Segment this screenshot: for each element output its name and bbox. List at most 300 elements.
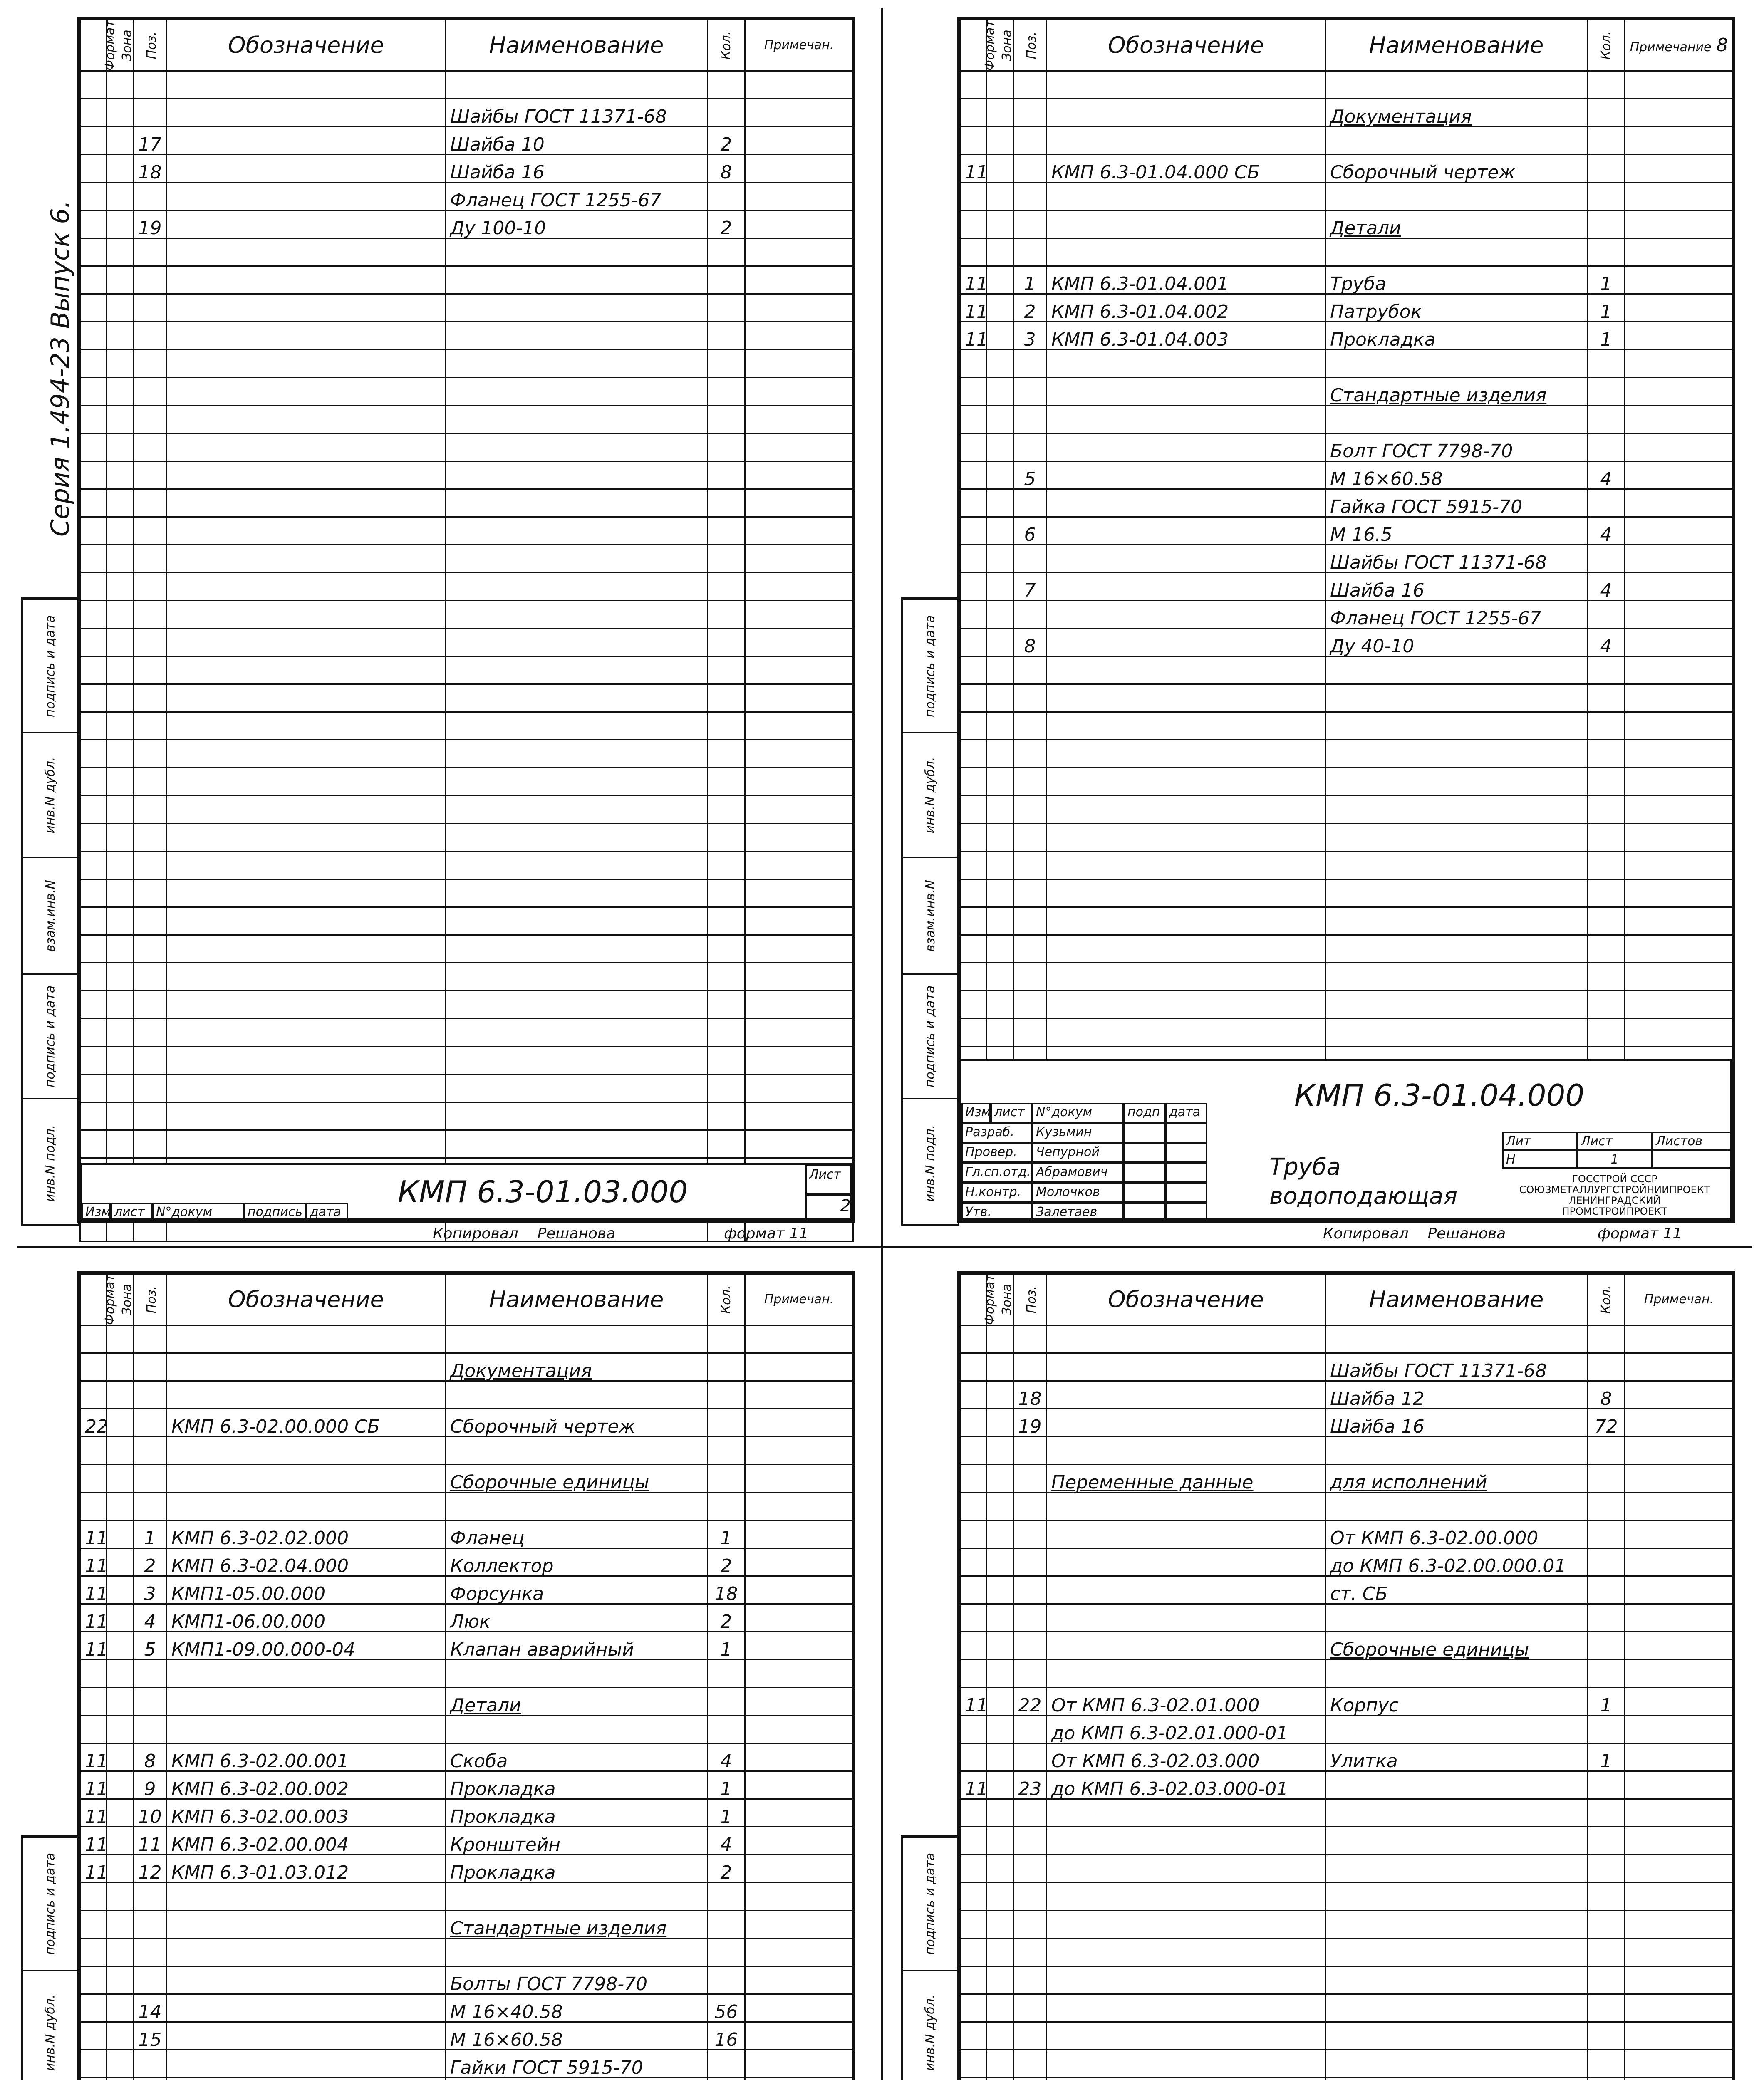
- zone-cell: [107, 1994, 134, 2022]
- qty-cell: [1588, 183, 1625, 210]
- qty-cell: [1588, 71, 1625, 99]
- name-cell-text: Шайба 16: [1330, 1416, 1425, 1437]
- pos-cell: [1013, 1855, 1047, 1883]
- designation-cell: [1047, 601, 1325, 629]
- table-row: [960, 1939, 1733, 1966]
- note-cell: [1625, 796, 1733, 824]
- name-cell-text: ст. СБ: [1330, 1583, 1388, 1605]
- format-cell: [80, 378, 107, 406]
- header-designation: [167, 20, 446, 71]
- name-cell-text: Сборочный чертеж: [1330, 162, 1516, 183]
- designation-cell: [167, 1520, 446, 1548]
- name-cell: [446, 1688, 708, 1716]
- format-cell: [80, 1688, 107, 1716]
- note-cell: [1625, 1493, 1733, 1520]
- table-row: [80, 1771, 853, 1799]
- designation-cell: [1047, 183, 1325, 210]
- format-cell: [80, 322, 107, 350]
- format-cell: [960, 461, 987, 489]
- designation-cell-text: КМП 6.3-01.04.002: [1051, 301, 1229, 322]
- designation-cell: [1047, 1465, 1325, 1493]
- table-row: [960, 2078, 1733, 2080]
- pos-cell-text: 8: [144, 1751, 156, 1772]
- format-cell: [80, 740, 107, 768]
- format-cell-text: 11: [85, 1611, 108, 1632]
- designation-cell-text: От КМП 6.3-02.01.000: [1051, 1695, 1260, 1716]
- designation-cell: [167, 210, 446, 238]
- table-row: [960, 768, 1733, 796]
- designation-cell: [1047, 656, 1325, 684]
- qty-cell: [1588, 155, 1625, 183]
- qty-cell: [708, 238, 745, 266]
- note-cell: [1625, 1771, 1733, 1799]
- format-cell: [960, 1883, 987, 1911]
- table-row: [80, 1493, 853, 1520]
- designation-cell: [1047, 1019, 1325, 1047]
- pos-cell: [1013, 963, 1047, 991]
- tb-lit-value: Н: [1502, 1150, 1577, 1169]
- header-qty: [1588, 1274, 1625, 1325]
- side-cell: инв.N подл.: [903, 1098, 958, 1227]
- note-cell: [745, 1688, 853, 1716]
- qty-cell: [1588, 127, 1625, 155]
- designation-cell: [167, 2022, 446, 2050]
- format-cell: [960, 1994, 987, 2022]
- zone-cell: [107, 1075, 134, 1102]
- name-cell-text: Гайка ГОСТ 5915-70: [1330, 496, 1523, 518]
- pos-cell: [1013, 350, 1047, 378]
- pos-cell: [1013, 2078, 1047, 2080]
- table-row: [80, 796, 853, 824]
- designation-cell: [167, 629, 446, 656]
- tb-signature: [1124, 1123, 1165, 1143]
- format-cell: [960, 294, 987, 322]
- designation-cell: [167, 1381, 446, 1409]
- pos-cell: [134, 1939, 167, 1966]
- header-note-extra: 8: [1716, 35, 1728, 56]
- format-cell: [960, 740, 987, 768]
- name-cell: [446, 1771, 708, 1799]
- name-cell: [446, 963, 708, 991]
- pos-cell-text: 3: [1024, 329, 1036, 350]
- name-cell: [446, 601, 708, 629]
- zone-cell: [987, 266, 1013, 294]
- name-cell: [446, 1883, 708, 1911]
- note-cell: [745, 378, 853, 406]
- name-cell-text: Болты ГОСТ 7798-70: [450, 1974, 648, 1995]
- name-cell: [446, 1994, 708, 2022]
- pos-cell: [134, 740, 167, 768]
- table-row: [80, 433, 853, 461]
- name-cell-text: Детали: [1330, 218, 1401, 239]
- name-cell: [1325, 517, 1588, 545]
- name-cell: [446, 1939, 708, 1966]
- pos-cell: [134, 1520, 167, 1548]
- zone-cell: [987, 1939, 1013, 1966]
- pos-cell-text: 18: [138, 162, 162, 183]
- name-cell: [1325, 1381, 1588, 1409]
- format-cell: [960, 1520, 987, 1548]
- name-cell: [446, 1381, 708, 1409]
- designation-cell: [1047, 1716, 1325, 1743]
- pos-cell: [134, 127, 167, 155]
- qty-cell: [708, 1325, 745, 1353]
- qty-cell: [1588, 1325, 1625, 1353]
- name-cell: [446, 294, 708, 322]
- pos-cell-text: 22: [1018, 1695, 1042, 1716]
- table-row: [960, 489, 1733, 517]
- table-row: [960, 1660, 1733, 1688]
- note-cell: [745, 629, 853, 656]
- designation-cell: [167, 1102, 446, 1130]
- qty-cell: [1588, 1493, 1625, 1520]
- pos-cell: [134, 545, 167, 573]
- note-cell: [1625, 824, 1733, 852]
- pos-cell: [134, 824, 167, 852]
- qty-cell: [1588, 517, 1625, 545]
- header-zone-text: Зона: [999, 1284, 1014, 1315]
- note-cell: [745, 852, 853, 879]
- format-cell: [80, 1966, 107, 1994]
- qty-cell: [708, 1576, 745, 1604]
- format-cell: [960, 99, 987, 127]
- pos-cell: [134, 406, 167, 433]
- sheet-2-copied: Копировал Решанова: [1323, 1225, 1506, 1242]
- table-row: [80, 1827, 853, 1855]
- qty-cell-text: 1: [1600, 273, 1612, 295]
- tb-signature: [1124, 1143, 1165, 1163]
- qty-cell: [708, 935, 745, 963]
- name-cell-text: От КМП 6.3-02.00.000: [1330, 1528, 1539, 1549]
- table-row: [80, 1353, 853, 1381]
- note-cell: [1625, 629, 1733, 656]
- pos-cell: [134, 1688, 167, 1716]
- designation-cell-text: КМП1-09.00.000-04: [171, 1639, 355, 1660]
- qty-cell: [708, 1493, 745, 1520]
- qty-cell: [708, 1994, 745, 2022]
- note-cell: [1625, 99, 1733, 127]
- format-cell: [80, 1325, 107, 1353]
- zone-cell: [107, 1576, 134, 1604]
- header-name-text: Наименование: [489, 32, 664, 58]
- note-cell: [745, 489, 853, 517]
- note-cell: [1625, 1939, 1733, 1966]
- qty-cell-text: 4: [1600, 524, 1612, 545]
- qty-cell-text: 1: [1600, 1695, 1612, 1716]
- tb-date: [1165, 1183, 1207, 1203]
- format-cell-text: 11: [965, 273, 988, 295]
- table-row: [80, 1437, 853, 1465]
- note-cell: [745, 1994, 853, 2022]
- qty-cell-text: 2: [720, 218, 732, 239]
- header-name-text: Наименование: [1369, 32, 1544, 58]
- qty-cell-text: 2: [720, 1611, 732, 1632]
- header-designation: [167, 1274, 446, 1325]
- qty-cell: [708, 1743, 745, 1771]
- table-row: [960, 1799, 1733, 1827]
- table-row: [960, 433, 1733, 461]
- table-row: [80, 1604, 853, 1632]
- name-cell: [1325, 2050, 1588, 2078]
- table-row: [80, 1019, 853, 1047]
- pos-cell-text: 23: [1018, 1778, 1042, 1800]
- pos-cell: [1013, 712, 1047, 740]
- pos-cell: [134, 517, 167, 545]
- qty-cell-text: 2: [720, 134, 732, 155]
- name-cell-text: Шайба 16: [450, 162, 545, 183]
- qty-cell-text: 4: [720, 1751, 732, 1772]
- pos-cell: [1013, 1325, 1047, 1353]
- header-format: [960, 20, 997, 71]
- zone-cell: [987, 1465, 1013, 1493]
- zone-cell: [107, 71, 134, 99]
- pos-cell: [134, 1465, 167, 1493]
- name-cell: [1325, 461, 1588, 489]
- format-cell: [960, 796, 987, 824]
- note-cell: [745, 768, 853, 796]
- designation-cell: [1047, 963, 1325, 991]
- header-qty-text: Кол.: [1599, 31, 1614, 60]
- zone-cell: [107, 1743, 134, 1771]
- designation-cell: [167, 1353, 446, 1381]
- note-cell: [1625, 1465, 1733, 1493]
- name-cell: [1325, 155, 1588, 183]
- pos-cell: [134, 1911, 167, 1939]
- format-cell: [960, 768, 987, 796]
- format-cell: [80, 852, 107, 879]
- qty-cell: [708, 1047, 745, 1075]
- zone-cell: [107, 963, 134, 991]
- qty-cell-text: 4: [1600, 580, 1612, 601]
- table-row: [960, 1019, 1733, 1047]
- designation-cell: [1047, 489, 1325, 517]
- designation-cell: [1047, 1381, 1325, 1409]
- name-cell: [446, 852, 708, 879]
- format-cell: [960, 517, 987, 545]
- table-row: [80, 573, 853, 601]
- name-cell-text: Коллектор: [450, 1555, 554, 1577]
- format-cell-text: 11: [85, 1555, 108, 1577]
- format-cell: [80, 238, 107, 266]
- pos-cell: [134, 1827, 167, 1855]
- qty-cell: [708, 824, 745, 852]
- note-cell: [745, 71, 853, 99]
- zone-cell: [107, 768, 134, 796]
- tb-lists-value: [1652, 1150, 1734, 1169]
- zone-cell: [107, 573, 134, 601]
- zone-cell: [987, 489, 1013, 517]
- qty-cell: [1588, 991, 1625, 1019]
- qty-cell-text: 1: [720, 1806, 732, 1827]
- note-cell: [1625, 1966, 1733, 1994]
- zone-cell: [107, 796, 134, 824]
- format-cell: [960, 1019, 987, 1047]
- designation-cell: [167, 935, 446, 963]
- table-row: [960, 183, 1733, 210]
- format-cell: [960, 1576, 987, 1604]
- format-cell: [960, 1493, 987, 1520]
- zone-cell: [987, 1353, 1013, 1381]
- zone-cell: [987, 879, 1013, 907]
- designation-cell: [167, 99, 446, 127]
- designation-cell: [167, 238, 446, 266]
- table-row: [80, 1548, 853, 1576]
- table-row: [960, 1688, 1733, 1716]
- header-note: [1625, 20, 1733, 71]
- name-cell: [1325, 1994, 1588, 2022]
- name-cell: [1325, 99, 1588, 127]
- table-row: [80, 1743, 853, 1771]
- format-cell-text: 11: [85, 1862, 108, 1883]
- table-row: [960, 127, 1733, 155]
- qty-cell-text: 4: [720, 1834, 732, 1855]
- qty-cell: [1588, 1409, 1625, 1437]
- zone-cell: [987, 1855, 1013, 1883]
- zone-cell: [107, 1604, 134, 1632]
- table-header-row: [960, 1274, 1733, 1325]
- name-cell-text: Прокладка: [450, 1862, 556, 1883]
- table-row: [80, 935, 853, 963]
- pos-cell-text: 8: [1024, 636, 1036, 657]
- designation-cell: [1047, 1632, 1325, 1660]
- designation-cell: [1047, 1353, 1325, 1381]
- format-cell: [80, 294, 107, 322]
- name-cell-text: Скоба: [450, 1751, 508, 1772]
- qty-cell: [708, 489, 745, 517]
- zone-cell: [107, 238, 134, 266]
- header-pos: [134, 1274, 167, 1325]
- qty-cell: [708, 406, 745, 433]
- qty-cell: [708, 1409, 745, 1437]
- designation-cell: [167, 127, 446, 155]
- note-cell: [1625, 1576, 1733, 1604]
- pos-cell: [134, 155, 167, 183]
- pos-cell-text: 5: [144, 1639, 156, 1660]
- qty-cell: [708, 155, 745, 183]
- pos-cell: [1013, 1743, 1047, 1771]
- name-cell-text: Шайбы ГОСТ 11371-68: [450, 106, 667, 127]
- format-cell: [80, 656, 107, 684]
- name-cell: [446, 1465, 708, 1493]
- sheet-1-side-stamp: [21, 597, 79, 1226]
- note-cell: [745, 350, 853, 378]
- pos-cell: [134, 768, 167, 796]
- format-cell: [960, 1939, 987, 1966]
- name-cell-text: Гайки ГОСТ 5915-70: [450, 2057, 643, 2078]
- designation-cell-text: КМП 6.3-01.04.000 СБ: [1051, 162, 1260, 183]
- table-row: [80, 489, 853, 517]
- tb-header-4: дата: [1165, 1103, 1207, 1123]
- tb-header-sign: подпись: [244, 1203, 306, 1223]
- zone-cell: [107, 740, 134, 768]
- designation-cell: [167, 879, 446, 907]
- table-row: [960, 712, 1733, 740]
- name-cell-text: для исполнений: [1330, 1472, 1487, 1493]
- table-header-row: [80, 1274, 853, 1325]
- note-cell: [1625, 879, 1733, 907]
- side-cell: взам.инв.N: [903, 857, 958, 973]
- name-cell: [446, 1325, 708, 1353]
- name-cell: [446, 991, 708, 1019]
- designation-cell: [1047, 71, 1325, 99]
- pos-cell: [134, 1437, 167, 1465]
- name-cell: [1325, 629, 1588, 656]
- pos-cell-text: 3: [144, 1583, 156, 1605]
- zone-cell: [987, 238, 1013, 266]
- table-row: [80, 183, 853, 210]
- table-row: [960, 1437, 1733, 1465]
- format-cell: [960, 963, 987, 991]
- pos-cell: [134, 1409, 167, 1437]
- table-row: [80, 461, 853, 489]
- table-row: [960, 740, 1733, 768]
- table-row: [960, 1325, 1733, 1353]
- zone-cell: [107, 1493, 134, 1520]
- zone-cell: [987, 796, 1013, 824]
- zone-cell: [987, 824, 1013, 852]
- sheet-3-spec-table: [79, 1273, 854, 2080]
- table-row: [80, 350, 853, 378]
- table-row: [80, 629, 853, 656]
- format-cell: [80, 2050, 107, 2078]
- name-cell-text: Детали: [450, 1695, 521, 1716]
- qty-cell-text: 1: [720, 1778, 732, 1800]
- table-row: [960, 406, 1733, 433]
- table-row: [960, 935, 1733, 963]
- pos-cell-text: 11: [138, 1834, 162, 1855]
- table-row: [80, 852, 853, 879]
- pos-cell: [1013, 322, 1047, 350]
- designation-cell-text: КМП 6.3-02.04.000: [171, 1555, 349, 1577]
- table-row: [80, 266, 853, 294]
- format-cell: [960, 1771, 987, 1799]
- zone-cell: [987, 740, 1013, 768]
- name-cell: [446, 1520, 708, 1548]
- header-note: [745, 20, 853, 71]
- format-cell: [80, 1716, 107, 1743]
- name-cell: [446, 1493, 708, 1520]
- format-cell: [80, 935, 107, 963]
- qty-cell: [708, 2050, 745, 2078]
- qty-cell: [708, 1520, 745, 1548]
- name-cell: [446, 545, 708, 573]
- tb-header-list: лист: [111, 1203, 152, 1223]
- format-cell: [960, 1409, 987, 1437]
- side-cell: подпись и дата: [903, 599, 958, 732]
- note-cell: [1625, 1604, 1733, 1632]
- designation-cell: [167, 573, 446, 601]
- designation-cell: [1047, 1939, 1325, 1966]
- qty-cell: [1588, 601, 1625, 629]
- table-row: [80, 1799, 853, 1827]
- note-cell: [1625, 740, 1733, 768]
- format-cell: [960, 1855, 987, 1883]
- pos-cell: [1013, 461, 1047, 489]
- pos-cell: [1013, 545, 1047, 573]
- document-title: Труба водоподающая: [1269, 1154, 1458, 1210]
- name-cell: [1325, 322, 1588, 350]
- pos-cell: [1013, 684, 1047, 712]
- table-row: [960, 378, 1733, 406]
- name-cell: [1325, 406, 1588, 433]
- table-row: [80, 1994, 853, 2022]
- pos-cell: [1013, 629, 1047, 656]
- header-note-text: Примечан.: [764, 38, 834, 52]
- name-cell: [1325, 935, 1588, 963]
- note-cell: [1625, 1743, 1733, 1771]
- header-qty: [708, 1274, 745, 1325]
- designation-cell: [167, 545, 446, 573]
